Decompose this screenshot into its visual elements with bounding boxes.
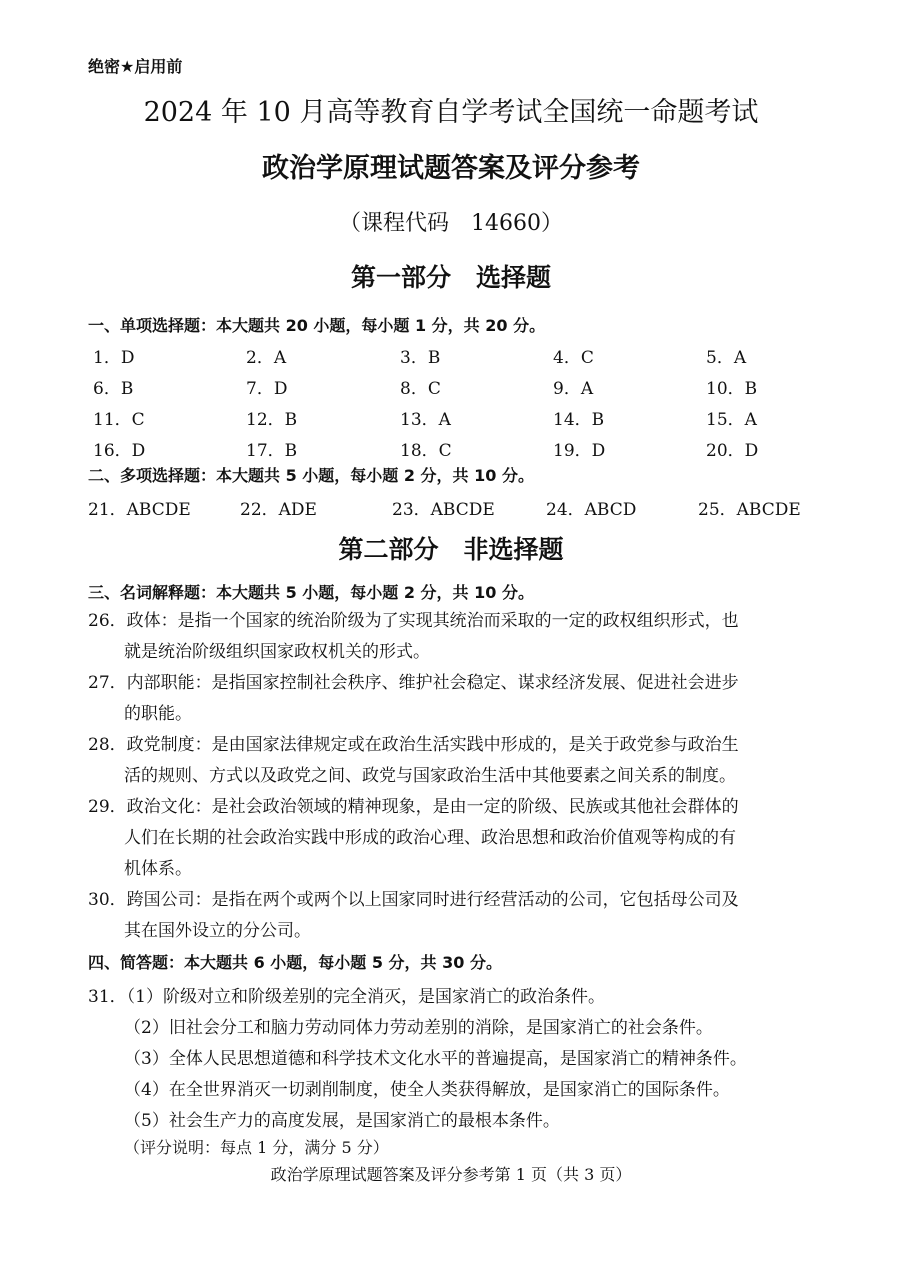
q31-point-2: （2）旧社会分工和脑力劳动同体力劳动差别的消除，是国家消亡的社会条件。 [124, 1018, 713, 1038]
answer-cell: 6．B [93, 379, 134, 399]
multi-choice-heading: 二、多项选择题：本大题共 5 小题，每小题 2 分，共 10 分。 [88, 466, 534, 485]
term-item-29 [88, 792, 814, 885]
term-line: 27．内部职能：是指国家控制社会秩序、维护社会稳定、谋求经济发展、促进社会进步 [88, 673, 739, 693]
answer-cell: 5．A [706, 348, 747, 368]
answer-cell: 19．D [553, 441, 606, 461]
answer-cell: 25．ABCDE [698, 500, 801, 520]
document-title: 政治学原理试题答案及评分参考 [262, 153, 640, 184]
answer-cell: 24．ABCD [546, 500, 637, 520]
terms-heading: 三、名词解释题：本大题共 5 小题，每小题 2 分，共 10 分。 [88, 583, 534, 602]
term-line: 机体系。 [124, 859, 192, 879]
answer-cell: 14．B [553, 410, 605, 430]
term-line: 30．跨国公司：是指在两个或两个以上国家同时进行经营活动的公司，它包括母公司及 [88, 890, 739, 910]
answer-cell: 15．A [706, 410, 757, 430]
exam-title: 2024 年 10 月高等教育自学考试全国统一命题考试 [143, 97, 759, 128]
term-line: 29．政治文化：是社会政治领域的精神现象，是由一定的阶级、民族或其他社会群体的 [88, 797, 739, 817]
q31-point-4: （4）在全世界消灭一切剥削制度，使全人类获得解放，是国家消亡的国际条件。 [124, 1080, 730, 1100]
answer-cell: 10．B [706, 379, 758, 399]
term-line: 其在国外设立的分公司。 [124, 921, 311, 941]
q31-point-3: （3）全体人民思想道德和科学技术文化水平的普遍提高，是国家消亡的精神条件。 [124, 1049, 747, 1069]
answer-cell: 4．C [553, 348, 594, 368]
q31-point-5: （5）社会生产力的高度发展，是国家消亡的最根本条件。 [124, 1111, 560, 1131]
answer-cell: 8．C [400, 379, 441, 399]
term-line: 人们在长期的社会政治实践中形成的政治心理、政治思想和政治价值观等构成的有 [124, 828, 736, 848]
answer-cell: 13．A [400, 410, 451, 430]
q31-scoring-note: （评分说明：每点 1 分，满分 5 分） [124, 1138, 389, 1157]
term-item-27 [88, 668, 814, 730]
answer-cell: 16．D [93, 441, 146, 461]
term-line: 的职能。 [124, 704, 192, 724]
answer-cell: 1．D [93, 348, 135, 368]
answer-cell: 7．D [246, 379, 288, 399]
answer-cell: 17．B [246, 441, 298, 461]
term-line: 28．政党制度：是由国家法律规定或在政治生活实践中形成的，是关于政党参与政治生 [88, 735, 739, 755]
answer-cell: 23．ABCDE [392, 500, 495, 520]
part1-title: 第一部分 选择题 [350, 263, 551, 292]
page-footer: 政治学原理试题答案及评分参考第 1 页（共 3 页） [270, 1165, 632, 1184]
term-item-30 [88, 885, 814, 947]
answer-cell: 20．D [706, 441, 759, 461]
answer-cell: 9．A [553, 379, 594, 399]
confidential-label: 绝密★启用前 [88, 57, 183, 76]
term-item-28 [88, 730, 814, 792]
term-item-26 [88, 606, 814, 668]
part2-title: 第二部分 非选择题 [338, 535, 564, 564]
single-choice-heading: 一、单项选择题：本大题共 20 小题，每小题 1 分，共 20 分。 [88, 316, 546, 335]
term-line: 26．政体：是指一个国家的统治阶级为了实现其统治而采取的一定的政权组织形式，也 [88, 611, 739, 631]
answer-cell: 18．C [400, 441, 452, 461]
answer-cell: 2．A [246, 348, 287, 368]
answer-cell: 11．C [93, 410, 145, 430]
q31-point-1: 31．（1）阶级对立和阶级差别的完全消灭，是国家消亡的政治条件。 [88, 987, 605, 1007]
answer-cell: 12．B [246, 410, 298, 430]
short-answer-heading: 四、简答题：本大题共 6 小题，每小题 5 分，共 30 分。 [88, 953, 502, 972]
term-line: 活的规则、方式以及政党之间、政党与国家政治生活中其他要素之间关系的制度。 [124, 766, 736, 786]
answer-cell: 3．B [400, 348, 441, 368]
term-line: 就是统治阶级组织国家政权机关的形式。 [124, 642, 430, 662]
answer-cell: 22．ADE [240, 500, 317, 520]
answer-cell: 21．ABCDE [88, 500, 191, 520]
course-code: （课程代码 14660） [339, 211, 563, 236]
